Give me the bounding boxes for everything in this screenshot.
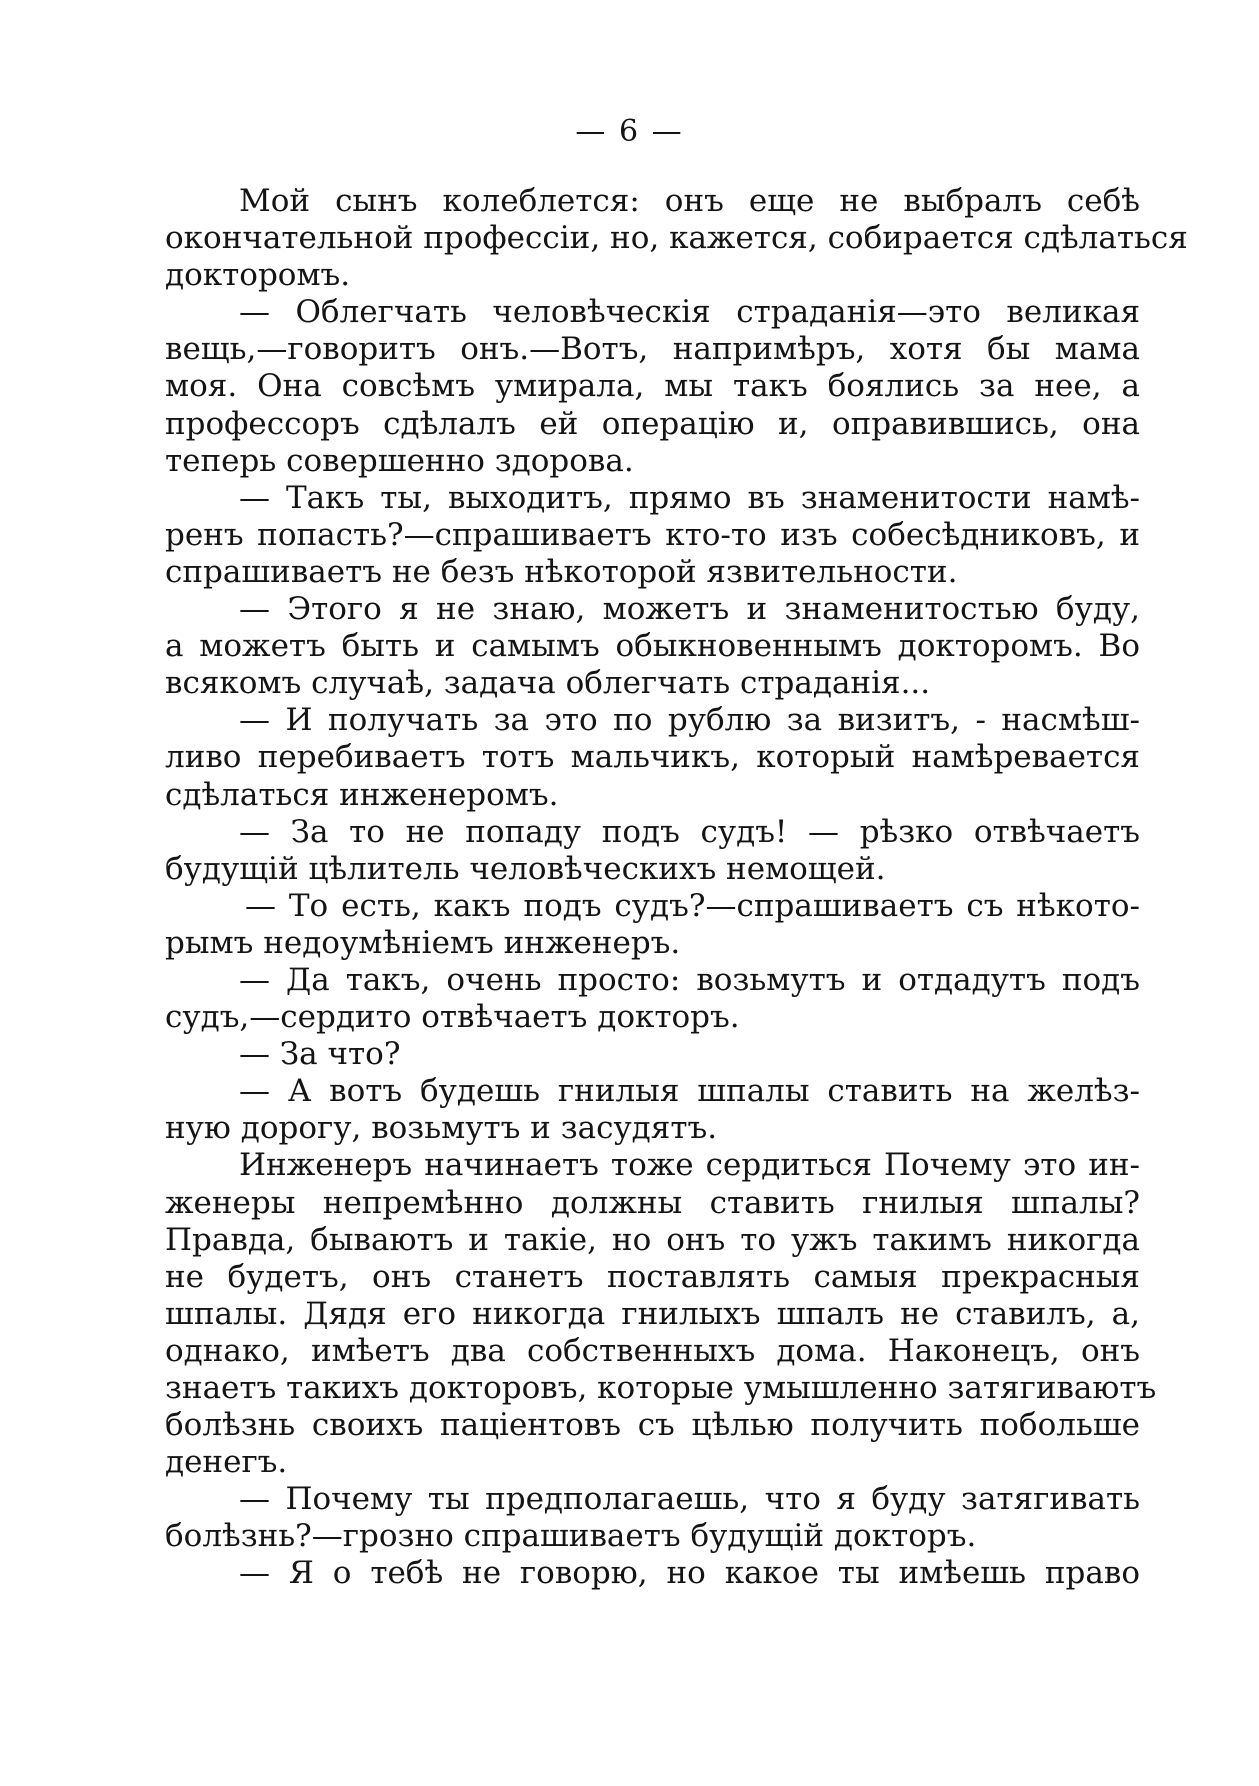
text-line: болѣзнь?—грозно спрашиваетъ будущій докторъ. <box>165 1518 977 1555</box>
text-line: спрашиваетъ не безъ нѣкоторой язвительности. <box>165 553 958 590</box>
text-line: — А вотъ будешь гнилыя шпалы ставить на желѣз- <box>239 1073 1140 1110</box>
text-line: знаетъ такихъ докторовъ, которые умышленно затягиваютъ <box>165 1370 1157 1406</box>
text-line: вещь,—говоритъ онъ.—Вотъ, напримѣръ, хотя бы мама <box>165 331 1140 368</box>
text-line: окончательной профессіи, но, кажется, собирается сдѣлаться <box>165 220 1188 257</box>
text-line: теперь совершенно здорова. <box>165 442 634 479</box>
text-line: ливо перебиваетъ тотъ мальчикъ, который намѣревается <box>165 739 1140 776</box>
text-line: всякомъ случаѣ, задача облегчать страданія... <box>165 665 931 702</box>
text-line: ренъ попасть?—спрашиваетъ кто-то изъ собесѣдниковъ, и <box>165 516 1140 553</box>
page-number: — 6 — <box>575 114 684 149</box>
text-line: будущій цѣлитель человѣческихъ немощей. <box>165 850 886 887</box>
text-line: — И получать за это по рублю за визитъ, - насмѣш- <box>239 702 1140 739</box>
text-line: — Такъ ты, выходитъ, прямо въ знаменитости намѣ- <box>239 479 1140 516</box>
text-line: не будетъ, онъ станетъ поставлять самыя прекрасныя <box>165 1258 1140 1295</box>
text-line: судъ,—сердито отвѣчаетъ докторъ. <box>165 999 740 1036</box>
text-line: шпалы. Дядя его никогда гнилыхъ шпалъ не ставилъ, а, <box>165 1295 1140 1332</box>
text-line: Мой сынъ колеблется: онъ еще не выбралъ себѣ <box>239 183 1140 219</box>
text-line: — Я о тебѣ не говорю, но какое ты имѣешь право <box>239 1555 1140 1592</box>
text-line: денегъ. <box>165 1444 288 1481</box>
text-line: женеры непремѣнно должны ставить гнилыя шпалы? <box>165 1184 1140 1221</box>
text-line: рымъ недоумѣніемъ инженеръ. <box>165 924 681 961</box>
page-text <box>165 183 1188 1593</box>
text-line: однако, имѣетъ два собственныхъ дома. Наконецъ, онъ <box>165 1332 1140 1369</box>
text-line: моя. Она совсѣмъ умирала, мы такъ боялись за нее, а <box>165 368 1140 405</box>
text-line: профессоръ сдѣлалъ ей операцію и, оправившись, она <box>165 405 1140 442</box>
text-line: Инженеръ начинаетъ тоже сердиться Почему это ин- <box>239 1147 1140 1184</box>
text-line: — Облегчать человѣческія страданія—это великая <box>239 294 1140 331</box>
text-line: докторомъ. <box>165 257 351 294</box>
text-line: ную дорогу, возьмутъ и засудятъ. <box>165 1110 718 1147</box>
text-line: болѣзнь своихъ паціентовъ съ цѣлью получить побольше <box>165 1407 1140 1444</box>
text-line: — Почему ты предполагаешь, что я буду затягивать <box>239 1481 1140 1518</box>
text-line: — Этого я не знаю, можетъ и знаменитостью буду, <box>239 591 1140 628</box>
text-line: — То есть, какъ подъ судъ?—спрашиваетъ съ нѣкото- <box>245 887 1140 924</box>
text-line: — За то не попаду подъ судъ! — рѣзко отвѣчаетъ <box>239 813 1140 850</box>
text-line: — Да такъ, очень просто: возьмутъ и отдадутъ подъ <box>239 961 1140 998</box>
text-line: а можетъ быть и самымъ обыкновеннымъ докторомъ. Во <box>165 628 1140 665</box>
text-line: Правда, бываютъ и такіе, но онъ то ужъ такимъ никогда <box>165 1221 1140 1258</box>
text-line: сдѣлаться инженеромъ. <box>165 776 559 813</box>
text-line: — За что? <box>239 1036 401 1073</box>
